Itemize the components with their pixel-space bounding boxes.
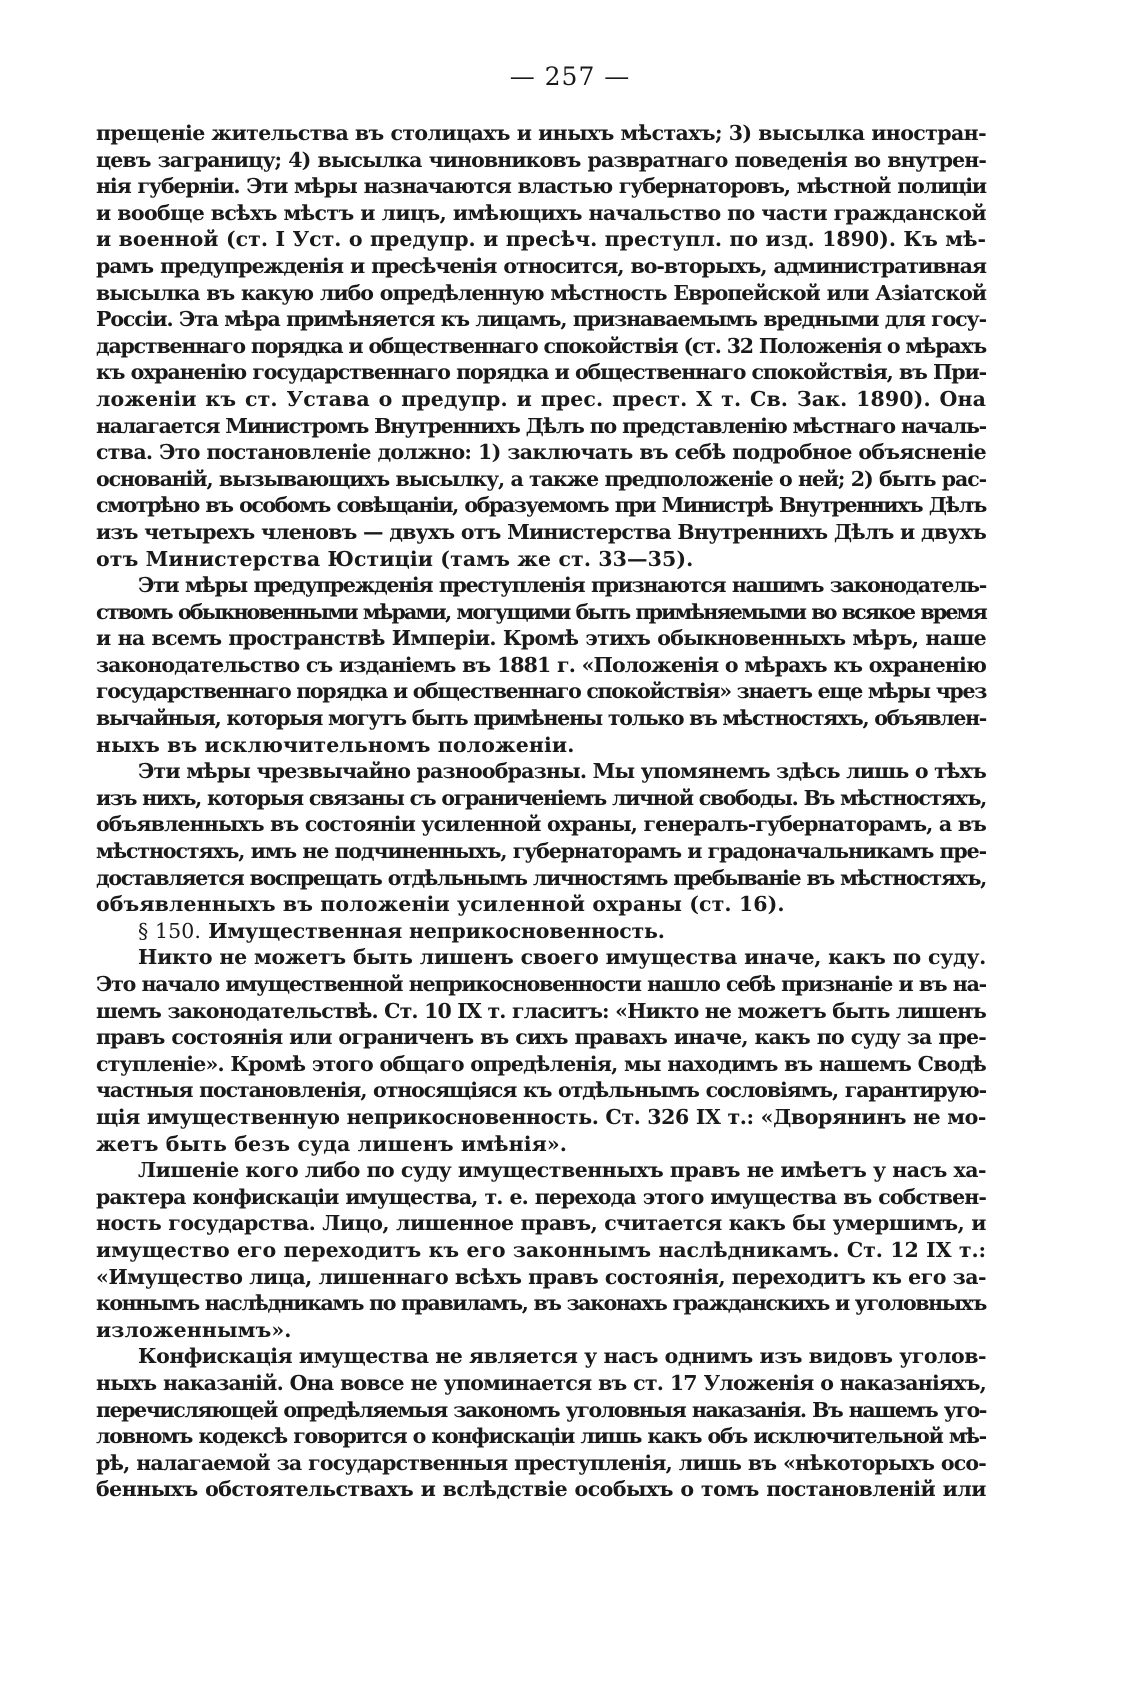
text-line: отъ Министерства Юстиціи (тамъ же ст. 33—35).	[96, 546, 694, 571]
text-line: изложеннымъ».	[96, 1317, 292, 1342]
text-line: вычайныя, которыя могутъ быть примѣнены только въ мѣстностяхъ, объявлен-	[96, 706, 986, 731]
text-line: изъ четырехъ членовъ — двухъ отъ Министерства Внутреннихъ Дѣлъ и двухъ	[96, 519, 986, 544]
text-line: Это начало имущественной неприкосновенности нашло себѣ признаніе и въ на-	[96, 972, 986, 996]
text-line: законодательство съ изданіемъ въ 1881 г. «Положенія о мѣрахъ къ охраненію	[96, 652, 986, 677]
text-line: жетъ быть безъ суда лишенъ имѣнія».	[96, 1131, 568, 1156]
text-line: ность государства. Лицо, лишенное правъ, считается какъ бы умершимъ, и	[96, 1211, 986, 1236]
text-line: рактера конфискаціи имущества, т. е. перехода этого имущества въ собствен-	[96, 1184, 986, 1209]
text-line: изъ нихъ, которыя связаны съ ограниченіемъ личной свободы. Въ мѣстностяхъ,	[96, 785, 986, 810]
text-line: объявленныхъ въ положеніи усиленной охраны (ст. 16).	[96, 892, 785, 917]
text-line: высылка въ какую либо опредѣленную мѣстность Европейской или Азіатской	[96, 280, 986, 305]
text-line: объявленныхъ въ состояніи усиленной охраны, генералъ-губернаторамъ, а въ	[96, 812, 986, 837]
text-line: ложеніи къ ст. Устава о предупр. и прес. прест. X т. Св. Зак. 1890). Она	[96, 386, 986, 411]
section-heading	[96, 918, 986, 945]
text-line: перечисляющей опредѣляемыя закономъ уголовныя наказанія. Въ нашемъ уго-	[96, 1397, 986, 1422]
text-line: щія имущественную неприкосновенность. Ст. 326 IX т.: «Дворянинъ не мо-	[96, 1104, 986, 1129]
text-line: Конфискація имущества не является у насъ однимъ изъ видовъ уголов-	[138, 1344, 986, 1369]
text-line: Лишеніе кого либо по суду имущественныхъ правъ не имѣетъ у насъ ха-	[138, 1158, 986, 1183]
text-line: цевъ заграницу; 4) высылка чиновниковъ развратнаго поведенія во внутрен-	[96, 147, 986, 172]
text-line: имущество его переходитъ къ его законнымъ наслѣдникамъ. Ст. 12 IX т.:	[96, 1237, 986, 1262]
text-line: ныхъ наказаній. Она вовсе не упоминается въ ст. 17 Уложенія о наказаніяхъ,	[96, 1370, 986, 1395]
text-line: нія губерніи. Эти мѣры назначаются властью губернаторовъ, мѣстной полиціи	[96, 174, 986, 199]
text-line: налагается Министромъ Внутреннихъ Дѣлъ по представленію мѣстнаго началь-	[96, 413, 986, 438]
text-line: ловномъ кодексѣ говорится о конфискаціи лишь какъ объ исключительной мѣ-	[96, 1424, 986, 1449]
text-line: Россіи. Эта мѣра примѣняется къ лицамъ, признаваемымъ вредными для госу-	[96, 307, 986, 332]
text-line: и на всемъ пространствѣ Имперіи. Кромѣ этихъ обыкновенныхъ мѣръ, наше	[96, 626, 986, 651]
text-line: и военной (ст. I Уст. о предупр. и пресѣч. преступл. по изд. 1890). Къ мѣ-	[96, 227, 986, 252]
text-line: ства. Это постановленіе должно: 1) заключать въ себѣ подробное объясненіе	[96, 440, 986, 465]
text-line: основаній, вызывающихъ высылку, а также предположеніе о ней; 2) быть рас-	[96, 466, 986, 491]
text-line: Эти мѣры чрезвычайно разнообразны. Мы упомянемъ здѣсь лишь о тѣхъ	[138, 759, 986, 784]
text-line: Никто не можетъ быть лишенъ своего имущества иначе, какъ по суду.	[138, 945, 986, 970]
text-line: правъ состоянія или ограниченъ въ сихъ правахъ иначе, какъ по суду за пре-	[96, 1025, 986, 1050]
text-line: коннымъ наслѣдникамъ по правиламъ, въ законахъ гражданскихъ и уголовныхъ	[96, 1291, 986, 1316]
text-line: бенныхъ обстоятельствахъ и вслѣдствіе особыхъ о томъ постановленій или	[96, 1477, 986, 1502]
text-line: государственнаго порядка и общественнаго спокойствія» знаетъ еще мѣры чрез	[96, 679, 986, 704]
text-line: рѣ, налагаемой за государственныя преступленія, лишь въ «нѣкоторыхъ осо-	[96, 1450, 986, 1475]
text-line: доставляется воспрещать отдѣльнымъ личностямъ пребываніе въ мѣстностяхъ,	[96, 865, 986, 890]
body-text	[96, 120, 986, 1503]
text-line: смотрѣно въ особомъ совѣщаніи, образуемомъ при Министрѣ Внутреннихъ Дѣлъ	[96, 493, 986, 518]
section-title: Имущественная неприкосновенность.	[208, 918, 665, 943]
text-line: дарственнаго порядка и общественнаго спокойствія (ст. 32 Положенія о мѣрахъ	[96, 333, 986, 358]
text-line: Эти мѣры предупрежденія преступленія признаются нашимъ законодатель-	[138, 573, 986, 598]
text-line: рамъ предупрежденія и пресѣченія относится, во-вторыхъ, административная	[96, 253, 986, 278]
text-line: шемъ законодательствѣ. Ст. 10 IX т. гласитъ: «Никто не можетъ быть лишенъ	[96, 998, 986, 1023]
text-line: къ охраненію государственнаго порядка и общественнаго спокойствія, въ При-	[96, 360, 986, 385]
text-line: «Имущество лица, лишеннаго всѣхъ правъ состоянія, переходитъ къ его за-	[96, 1264, 986, 1289]
text-line: частныя постановленія, относящіяся къ отдѣльнымъ сословіямъ, гарантирую-	[96, 1078, 986, 1103]
text-line: прещеніе жительства въ столицахъ и иныхъ мѣстахъ; 3) высылка иностран-	[96, 121, 986, 145]
text-line: и вообще всѣхъ мѣстъ и лицъ, имѣющихъ начальство по части гражданской	[96, 200, 986, 225]
section-number: § 150.	[138, 918, 202, 943]
text-line: ныхъ въ исключительномъ положеніи.	[96, 732, 575, 757]
text-line: ствомъ обыкновенными мѣрами, могущими быть примѣняемыми во всякое время	[96, 599, 986, 624]
text-line: мѣстностяхъ, имъ не подчиненныхъ, губернаторамъ и градоначальникамъ пре-	[96, 839, 986, 864]
text-line: ступленіе». Кромѣ этого общаго опредѣленія, мы находимъ въ нашемъ Сводѣ	[96, 1051, 986, 1076]
page-number: — 257 —	[509, 62, 631, 91]
